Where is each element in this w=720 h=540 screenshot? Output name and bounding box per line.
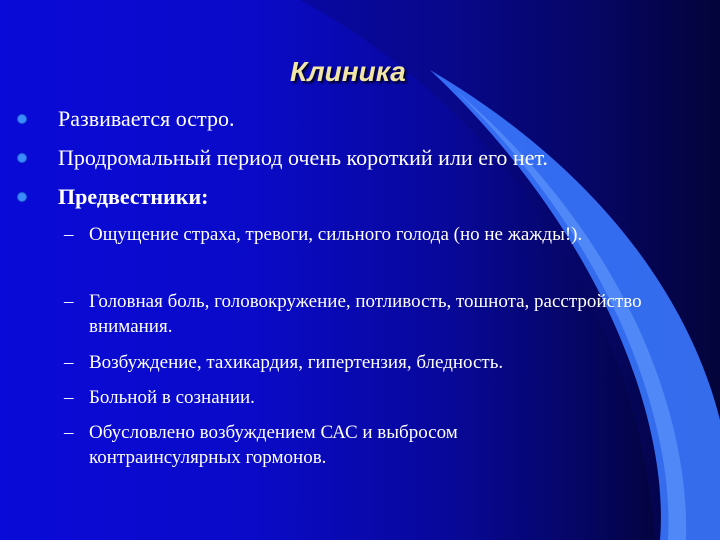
bullet-text: Продромальный период очень короткий или его нет. bbox=[58, 145, 548, 170]
bullet-text: Предвестники: bbox=[58, 184, 209, 209]
bullet-dot-icon bbox=[18, 115, 26, 123]
dash-bullet-icon: – bbox=[64, 224, 74, 245]
dash-bullet-icon: – bbox=[64, 387, 74, 408]
bullet-dot-icon bbox=[18, 154, 26, 162]
sub-bullet-text: Ощущение страха, тревоги, сильного голода (но не жажды!). bbox=[89, 224, 583, 245]
dash-bullet-icon: – bbox=[64, 291, 74, 312]
dash-bullet-icon: – bbox=[64, 352, 74, 373]
sub-bullet-text: Больной в сознании. bbox=[89, 387, 255, 408]
slide-title: Клиника bbox=[290, 56, 406, 87]
sub-bullet-text: Возбуждение, тахикардия, гипертензия, бледность. bbox=[89, 352, 504, 373]
bullet-dot-icon bbox=[18, 193, 26, 201]
sub-bullet-text: Головная боль, головокружение, потливость, тошнота, расстройство внимания. bbox=[89, 291, 642, 337]
dash-bullet-icon: – bbox=[64, 422, 74, 443]
bullet-text: Развивается остро. bbox=[58, 106, 235, 131]
sub-bullet-text: Обусловлено возбуждением САС и выбросом контраинсулярных гормонов. bbox=[89, 422, 458, 468]
